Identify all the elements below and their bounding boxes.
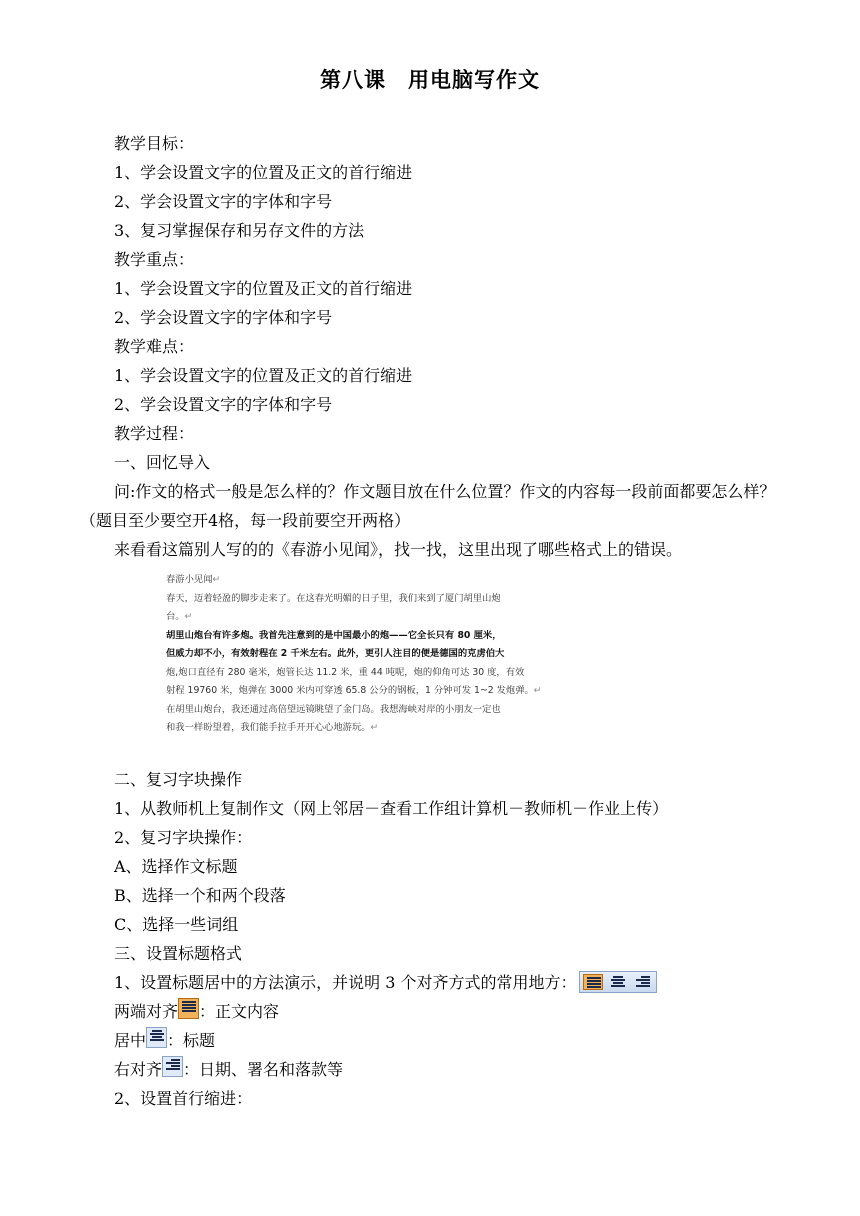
essay-line: 台。↵ <box>166 611 193 622</box>
section2-heading: 二、复习字块操作 <box>114 770 243 789</box>
key-point-item: 1、学会设置文字的位置及正文的首行缩进 <box>114 279 413 298</box>
section2-item: 2、复习字块操作： <box>114 828 253 847</box>
objective-item: 3、复习掌握保存和另存文件的方法 <box>114 221 365 240</box>
right-align-icon <box>162 1056 183 1077</box>
objective-item: 2、学会设置文字的字体和字号 <box>114 192 333 211</box>
question-paragraph: 问:作文的格式一般是怎么样的？作文题目放在什么位置？作文的内容每一段前面都要怎么样？（题目至少要空开4格，每一段前要空开两格） <box>80 482 776 530</box>
center-line: 居中 ：标题 <box>114 1026 215 1055</box>
essay-line: 射程 19760 米，炮弹在 3000 米内可穿透 65.8 公分的钢板，1 分钟可发 1~2 发炮弹。↵ <box>166 685 542 696</box>
difficulty-item: 2、学会设置文字的字体和字号 <box>114 395 333 414</box>
essay-line: 炮,炮口直径有 280 毫米，炮管长达 11.2 米，重 44 吨呢，炮的仰角可达 30 度，有效 <box>166 666 525 678</box>
section2-item: C、选择一些词组 <box>114 915 239 934</box>
section2-item: 1、从教师机上复制作文（网上邻居－查看工作组计算机－教师机－作业上传） <box>114 799 669 818</box>
right-align-icon[interactable] <box>633 974 653 990</box>
center-align-icon[interactable] <box>608 974 628 990</box>
justify-align-icon <box>178 998 199 1019</box>
alignment-toolbar <box>579 971 657 993</box>
objective-item: 1、学会设置文字的位置及正文的首行缩进 <box>114 163 413 182</box>
section2-item: A、选择作文标题 <box>114 857 238 876</box>
section3-step2: 2、设置首行缩进： <box>114 1089 253 1108</box>
key-point-item: 2、学会设置文字的字体和字号 <box>114 308 333 327</box>
page-title: 第八课 用电脑写作文 <box>320 68 540 92</box>
essay-line: 在胡里山炮台，我还通过高倍望远镜眺望了金门岛。我想海峡对岸的小朋友一定也 <box>166 703 501 715</box>
section1-heading: 一、回忆导入 <box>114 453 211 472</box>
section2-item: B、选择一个和两个段落 <box>114 886 286 905</box>
process-heading: 教学过程： <box>114 424 195 443</box>
center-align-icon <box>146 1027 167 1048</box>
section3-heading: 三、设置标题格式 <box>114 944 243 963</box>
essay-line: 春天，迈着轻盈的脚步走来了。在这春光明媚的日子里，我们来到了厦门胡里山炮 <box>166 592 501 604</box>
essay-line: 但威力却不小，有效射程在 2 千米左右。此外，更引人注目的便是德国的克虏伯大 <box>166 648 505 659</box>
essay-line: 胡里山炮台有许多炮。我首先注意到的是中国最小的炮——它全长只有 80 厘米， <box>166 629 502 641</box>
essay-image <box>166 571 546 738</box>
justify-align-icon[interactable] <box>583 974 603 990</box>
justify-line: 两端对齐 ：正文内容 <box>114 997 279 1026</box>
objectives-heading: 教学目标： <box>114 134 195 153</box>
difficulties-heading: 教学难点： <box>114 337 195 356</box>
difficulty-item: 1、学会设置文字的位置及正文的首行缩进 <box>114 366 413 385</box>
essay-line: 春游小见闻↵ <box>166 574 221 585</box>
right-line: 右对齐 ：日期、署名和落款等 <box>114 1055 343 1084</box>
intro-paragraph: 来看看这篇别人写的的《春游小见闻》，找一找，这里出现了哪些格式上的错误。 <box>114 540 683 559</box>
section3-step1: 1、设置标题居中的方法演示，并说明 3 个对齐方式的常用地方： <box>114 968 657 997</box>
key-points-heading: 教学重点： <box>114 250 195 269</box>
essay-line: 和我一样盼望着，我们能手拉手开开心心地游玩。↵ <box>166 722 379 733</box>
